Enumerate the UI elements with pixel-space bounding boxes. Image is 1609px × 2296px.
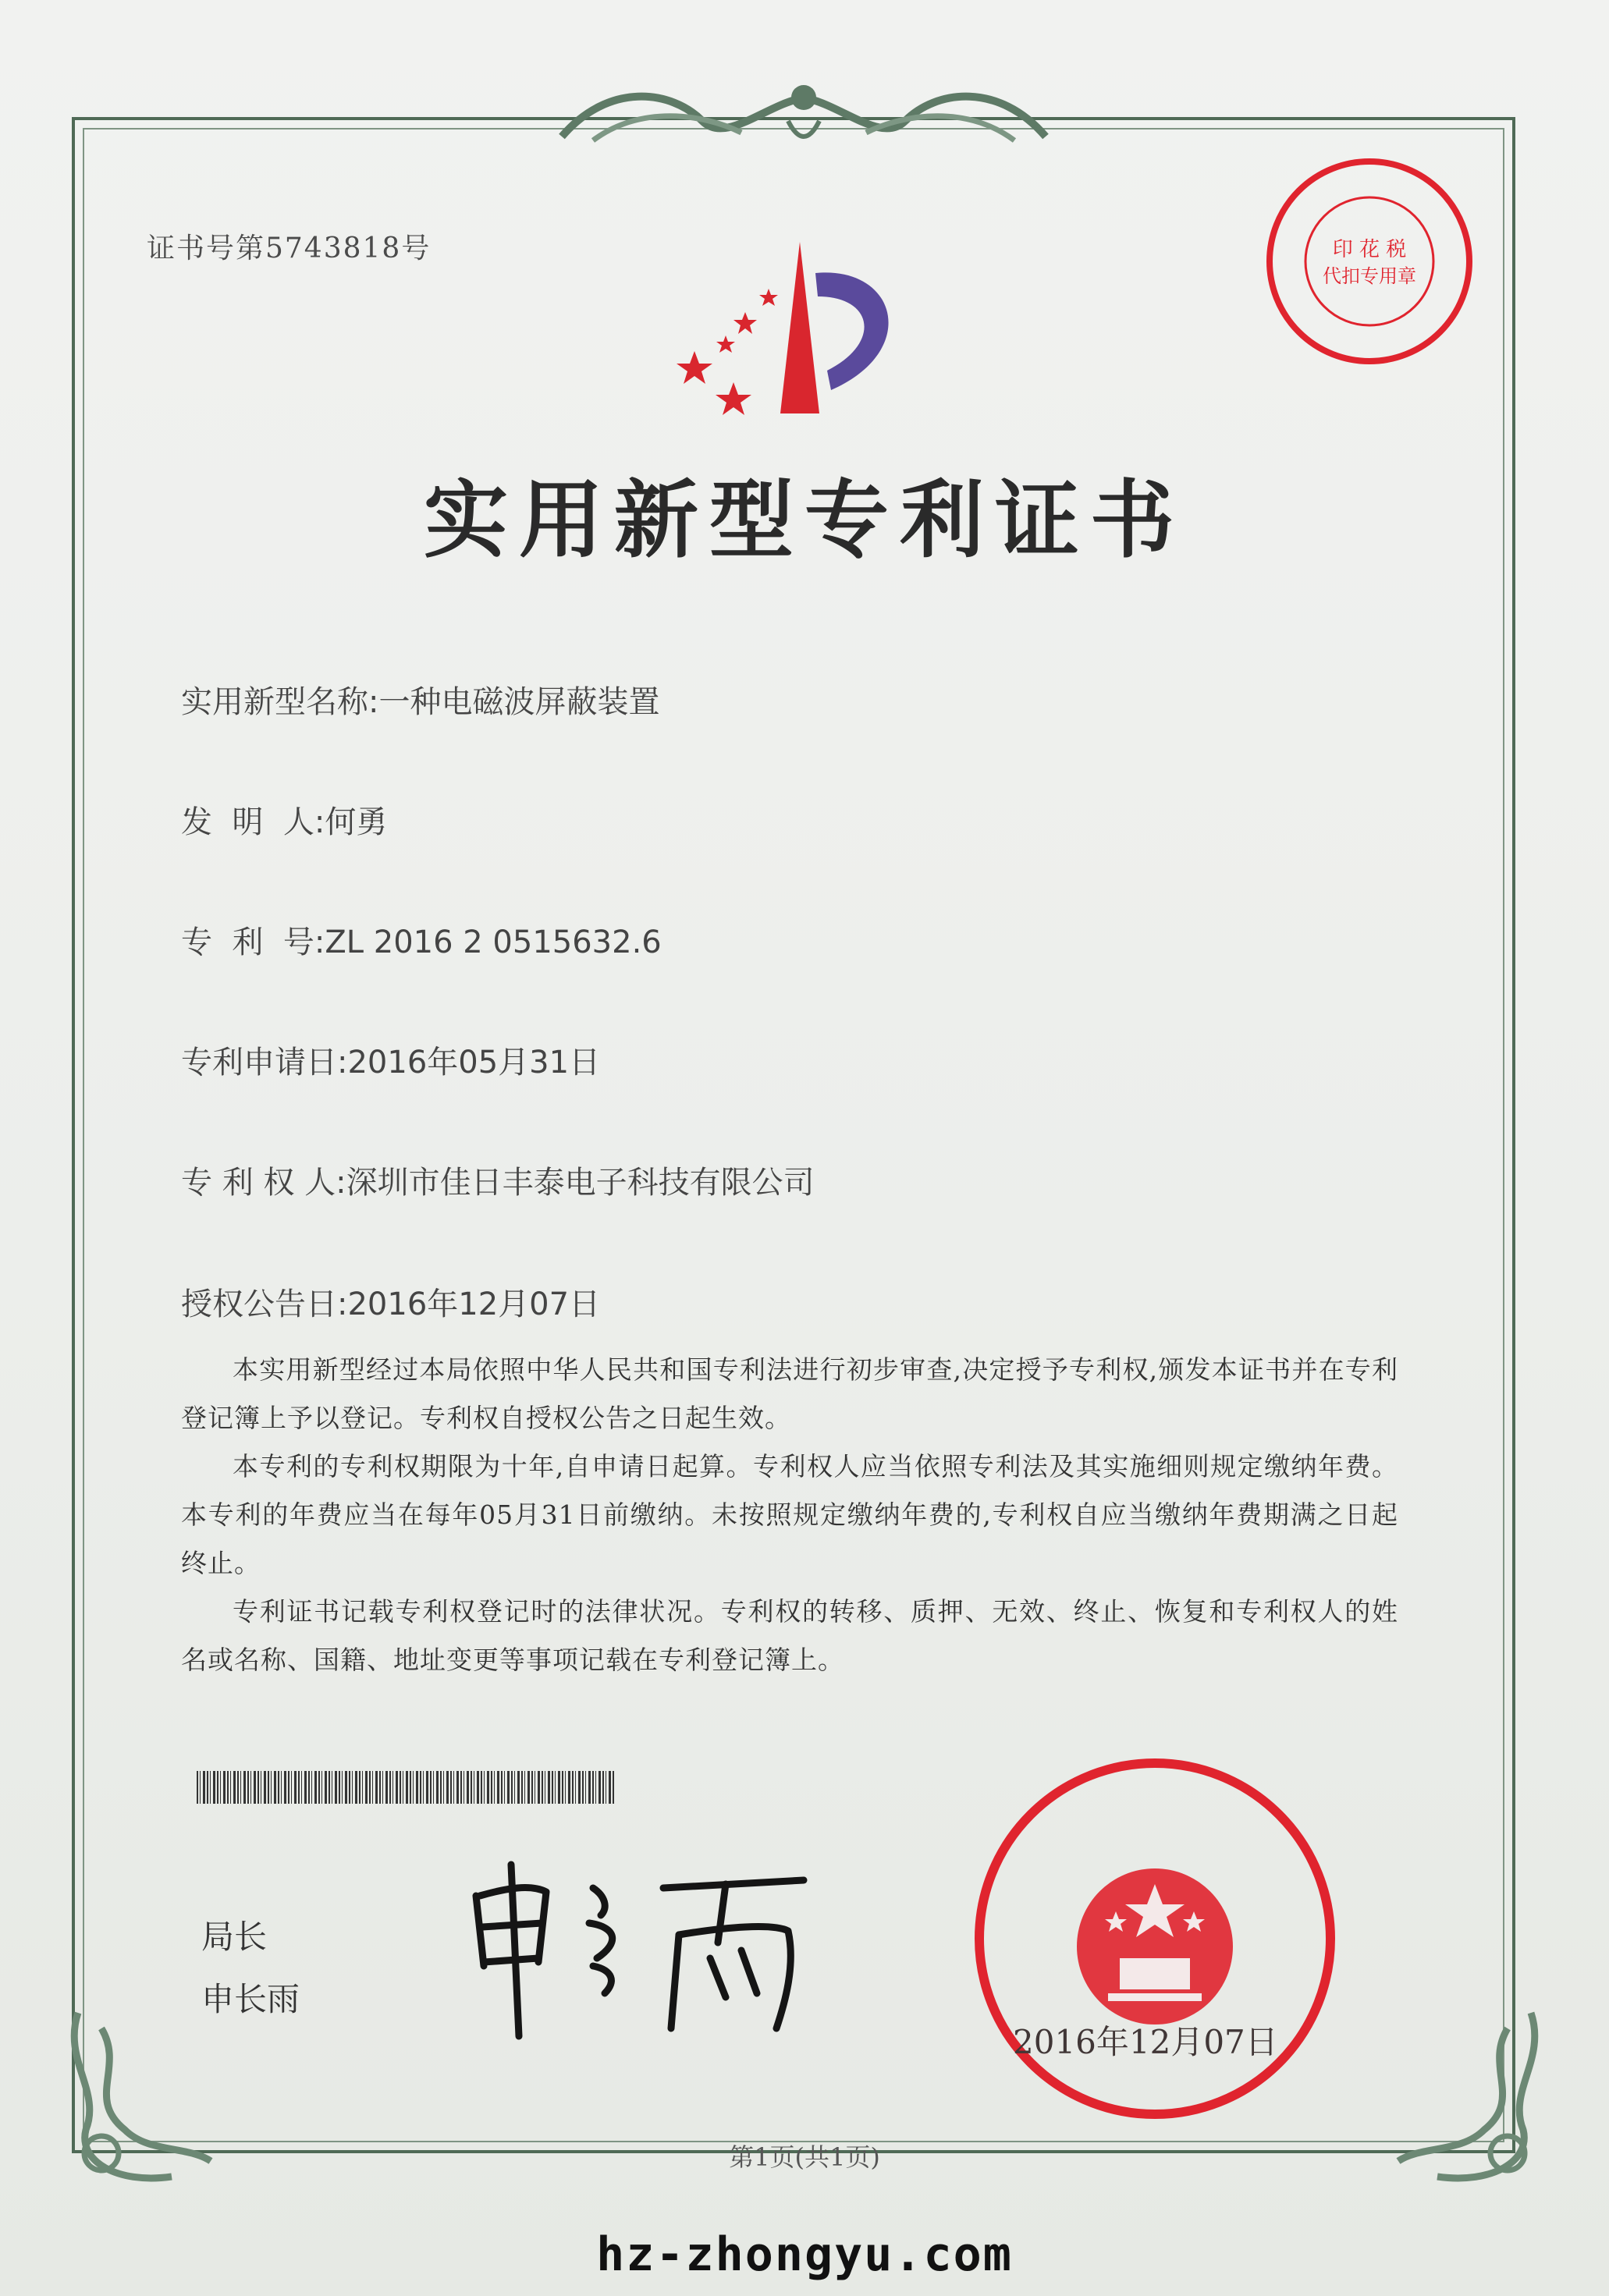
official-seal — [968, 1751, 1342, 2126]
cnipa-logo — [671, 234, 929, 429]
page-number: 第1页(共1页) — [729, 2142, 880, 2172]
utility-name-label: 实用新型名称: — [181, 684, 379, 720]
seal-date: 2016年12月07日 — [1013, 2023, 1278, 2061]
field-patent-number — [181, 917, 662, 962]
grant-date-value: 2016年12月07日 — [347, 1286, 601, 1322]
body-paragraph: 专利证书记载专利权登记时的法律状况。专利权的转移、质押、无效、终止、恢复和专利权人的姓名或名称、国籍、地址变更等事项记载在专利登记簿上。 — [181, 1596, 1398, 1675]
field-utility-name — [181, 677, 659, 722]
director-title: 局长 — [201, 1918, 268, 1956]
patent-number-value: ZL 2016 2 0515632.6 — [325, 924, 662, 960]
field-application-date — [181, 1038, 600, 1082]
patent-holder-value: 深圳市佳日丰泰电子科技有限公司 — [346, 1165, 815, 1201]
body-paragraph: 本专利的专利权期限为十年,自申请日起算。专利权人应当依照专利法及其实施细则规定缴纳年费。本专利的年费应当在每年05月31日前缴纳。未按照规定缴纳年费的,专利权自应当缴纳年费期满之日起终止。 — [181, 1451, 1398, 1578]
website-watermark: hz-zhongyu.com — [596, 2227, 1013, 2282]
barcode — [197, 1771, 615, 1804]
body-paragraph: 本实用新型经过本局依照中华人民共和国专利法进行初步审查,决定授予专利权,颁发本证书并在专利登记簿上予以登记。专利权自授权公告之日起生效。 — [181, 1354, 1398, 1433]
director-name: 申长雨 — [201, 1980, 300, 2018]
certificate-body — [181, 1346, 1398, 1684]
tax-stamp — [1256, 148, 1483, 374]
svg-text:印 花 税: 印 花 税 — [1332, 238, 1407, 261]
certificate-title: 实用新型专利证书 — [423, 471, 1185, 570]
patent-holder-label: 专 利 权 人: — [181, 1165, 346, 1201]
utility-name-value: 一种电磁波屏蔽装置 — [378, 684, 660, 720]
inventor-label: 发 明 人: — [181, 804, 325, 840]
top-ornament — [546, 74, 1061, 160]
application-date-value: 2016年05月31日 — [347, 1045, 601, 1081]
svg-text:代扣专用章: 代扣专用章 — [1323, 265, 1416, 287]
director-signature — [460, 1849, 835, 2052]
field-patent-holder — [181, 1158, 815, 1202]
inventor-value: 何勇 — [325, 804, 388, 840]
grant-date-label: 授权公告日: — [181, 1286, 348, 1322]
application-date-label: 专利申请日: — [181, 1045, 348, 1081]
field-inventor — [181, 797, 387, 842]
certificate-number: 证书号第5743818号 — [147, 232, 432, 264]
field-grant-date — [181, 1279, 600, 1324]
patent-number-label: 专 利 号: — [181, 924, 325, 960]
